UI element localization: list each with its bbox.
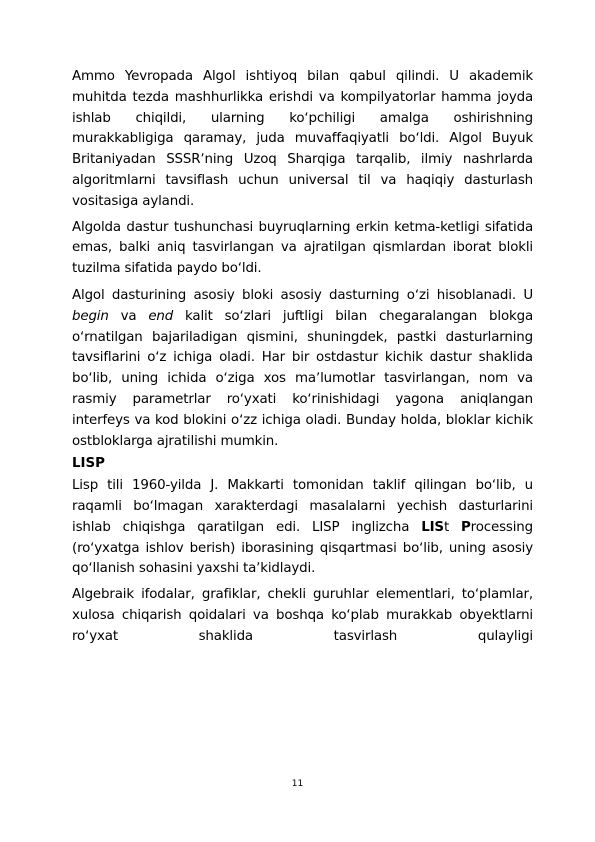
section-heading-lisp: LISP [72, 456, 105, 472]
lisp-acronym-lis: LIS [421, 519, 444, 535]
paragraph-lisp-intro [72, 476, 533, 580]
lisp-acronym-p: P [461, 519, 471, 535]
paragraph-main-block [72, 286, 533, 452]
paragraph-algebraic-expressions: Algebraik ifodalar, grafiklar, chekli guruhlar elementlari, toʻplamlar, xulosa chiqarish qoidalari va boshqa koʻplab murakkab obyektlarni roʻyxat shaklida tasvirlash qulayligi [72, 587, 533, 644]
paragraph-lisp-text-2: rocessing (roʻyxatga ishlov berish) iborasining qisqartmasi boʻlib, uning asosiy qoʻllanish sohasini yaxshi taʼkidlaydi. [72, 519, 533, 577]
paragraph-main-block-text-2: va [108, 308, 149, 324]
keyword-end: end [148, 308, 174, 324]
paragraph-lisp-text-1: Lisp tili 1960-yilda J. Makkarti tomonidan taklif qilingan boʻlib, u raqamli boʻlmagan xarakterdagi masalalarni yechish dasturlarini ishlab chiqishga qaratilgan edi. LISP inglizcha [72, 478, 533, 535]
paragraph-main-block-text-3: kalit soʻzlari juftligi bilan chegaralangan blokga oʻrnatilgan bajariladigan qismini, shuningdek, pastki dasturlarning tavsiflarini oʻz ichiga oladi. Har bir ostdastur kichik dastur shaklida boʻlib, uning ichida oʻziga xos maʼlumotlar tasvirlangan, nom va rasmiy parametrlar roʻyxati koʻrinishidagi yagona aniqlangan interfeys va kod blokini oʻzz ichiga oladi. Bunday holda, bloklar kichik ostbloklarga ajratilishi mumkin. [72, 308, 534, 449]
page-number: 11 [291, 779, 304, 789]
paragraph-block-structure: Algolda dastur tushunchasi buyruqlarning erkin ketma-ketligi sifatida emas, balki aniq tasvirlangan va ajratilgan qismlardan iborat blokli tuzilma sifatida paydo boʻldi. [72, 219, 533, 277]
lisp-acronym-t: t [443, 519, 461, 535]
keyword-begin: begin [72, 308, 109, 324]
document-body [72, 67, 533, 648]
paragraph-main-block-text-1: Algol dasturining asosiy bloki asosiy dasturning oʻzi hisoblanadi. U [72, 287, 533, 303]
paragraph-algol-europe: Ammo Yevropada Algol ishtiyoq bilan qabul qilindi. U akademik muhitda tezda mashhurlikka erishdi va kompilyatorlar hamma joyda ishlab chiqildi, ularning koʻpchiligi amalga oshirishning murakkabligiga qaramay, juda muvaffaqiyatli boʻldi. Algol Buyuk Britaniyadan SSSRʼning Uzoq Sharqiga tarqalib, ilmiy nashrlarda algoritmlarni tavsiflash uchun universal til va haqiqiy dasturlash vositasiga aylandi. [72, 69, 533, 209]
